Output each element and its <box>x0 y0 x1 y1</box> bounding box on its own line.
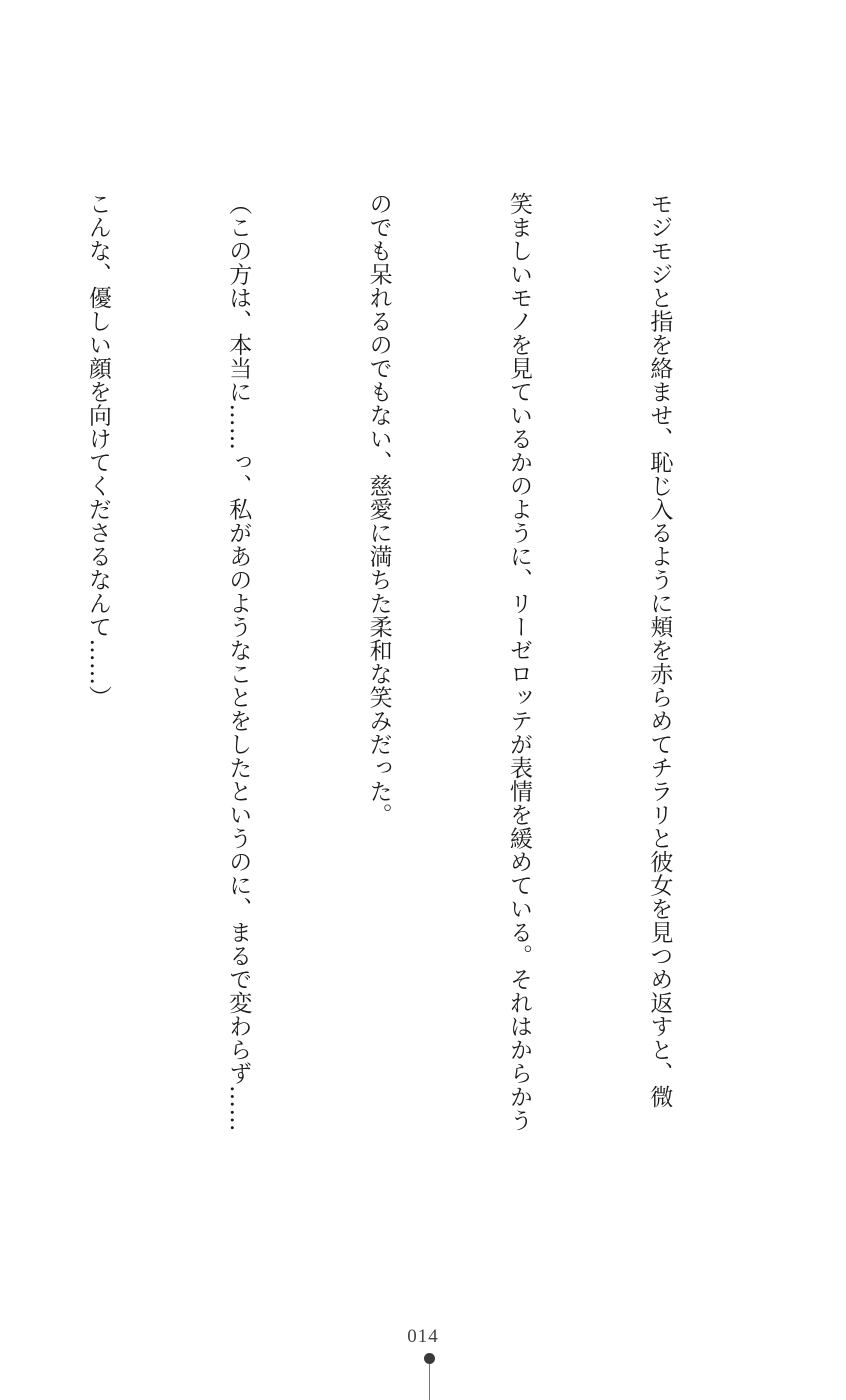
page-number: 014 <box>407 1326 439 1347</box>
text-line: モジモジと指を絡ませ、恥じ入るように頬を赤らめてチラリと彼女を見つめ返すと、微 <box>646 192 673 1109</box>
text-line: （この方は、本当に……っ、私があのようなことをしたというのに、まるで変わらず…… <box>225 192 252 1132</box>
page-number-line-ornament <box>429 1364 430 1400</box>
text-line: のでも呆れるのでもない、慈愛に満ちた柔和な笑みだった。 <box>365 192 392 827</box>
text-line: 笑ましいモノを見ているかのように、リーゼロッテが表情を緩めている。それはからかう <box>506 192 533 1132</box>
page-number-dot-ornament <box>424 1353 435 1364</box>
vertical-text-body <box>0 192 776 1152</box>
text-line: こんな、優しい顔を向けてくださるなんて……） <box>84 192 111 709</box>
